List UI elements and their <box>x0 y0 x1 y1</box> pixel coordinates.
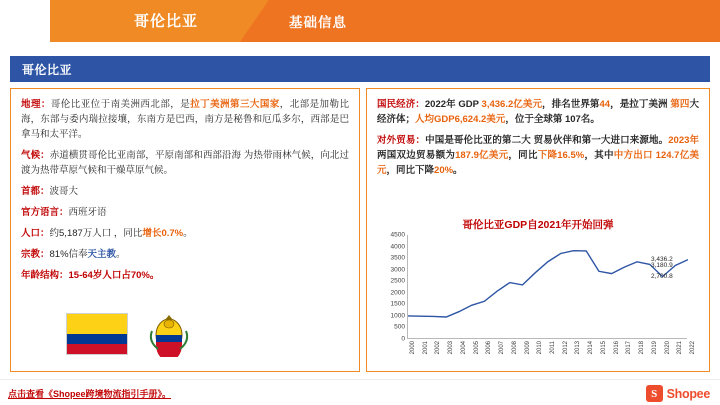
capital-value: 波哥大 <box>49 186 79 197</box>
geography-text-1: 哥伦比亚位于南美洲西北部，是 <box>50 99 191 110</box>
population-value-1: 约5,187万人口 ，同比 <box>49 228 143 239</box>
right-info-panel <box>366 88 710 372</box>
chart-x-tick: 2021 <box>677 341 684 355</box>
religion-value-1: 81%信奉 <box>49 249 88 260</box>
economy-gdp: 3,436.2亿美元 <box>481 99 543 110</box>
chart-x-tick: 2003 <box>448 341 455 355</box>
shopee-bag-icon: S <box>646 385 663 402</box>
chart-x-tick: 2018 <box>639 341 646 355</box>
capital-label: 首都： <box>21 186 50 197</box>
chart-y-tick: 1500 <box>390 300 405 308</box>
religion-paragraph <box>21 247 349 262</box>
colombia-flag <box>66 313 128 355</box>
age-paragraph <box>21 268 349 283</box>
chart-y-tick: 2000 <box>390 289 405 297</box>
chart-title: 哥伦比亚GDP自2021年开始回弹 <box>462 219 614 231</box>
religion-label: 宗教： <box>21 249 50 260</box>
chart-x-tick: 2013 <box>575 341 582 355</box>
trade-text-3: ，同比 <box>508 150 538 161</box>
population-paragraph <box>21 226 349 241</box>
chart-y-tick: 4500 <box>390 231 405 239</box>
population-highlight: 增长0.7% <box>142 228 184 239</box>
chart-x-tick: 2016 <box>613 341 620 355</box>
chart-x-tick: 2014 <box>588 341 595 355</box>
left-info-panel <box>10 88 360 372</box>
page-header <box>0 0 720 42</box>
chart-x-tick: 2009 <box>524 341 531 355</box>
economy-gdp-per-capita: 人均GDP6,624.2美元 <box>415 114 506 125</box>
language-label: 官方语言： <box>21 207 69 218</box>
economy-paragraph <box>377 97 699 127</box>
language-paragraph <box>21 205 349 220</box>
trade-text-5: ，同比下降 <box>386 165 435 176</box>
religion-value-2: 。 <box>116 249 126 260</box>
chart-x-tick: 2020 <box>664 341 671 355</box>
chart-x-tick: 2015 <box>600 341 607 355</box>
header-title: 哥伦比亚 <box>133 13 198 30</box>
chart-x-tick: 2012 <box>562 341 569 355</box>
geography-highlight: 拉丁美洲第三大国家 <box>190 99 280 110</box>
chart-x-tick: 2017 <box>626 341 633 355</box>
language-value: 西班牙语 <box>68 207 107 218</box>
economy-text-5: ，位于全球第 <box>505 114 565 125</box>
footer-bar <box>0 379 720 405</box>
colombia-coat-of-arms <box>146 311 192 357</box>
economy-rank-global: 107名 <box>564 114 591 125</box>
chart-y-tick: 2500 <box>390 277 405 285</box>
chart-y-tick: 3500 <box>390 254 405 262</box>
chart-y-tick: 4000 <box>390 243 405 251</box>
trade-text-6: 。 <box>453 165 463 176</box>
trade-export: 中方出口 124.7亿美元 <box>377 150 699 176</box>
chart-x-tick: 2000 <box>410 341 416 355</box>
chart-x-tick: 2001 <box>422 341 429 355</box>
chart-line <box>408 235 688 339</box>
capital-paragraph <box>21 184 349 199</box>
chart-x-tick: 2010 <box>537 341 544 355</box>
trade-amount: 187.9亿美元 <box>455 150 509 161</box>
chart-x-tick: 2011 <box>550 341 556 354</box>
trade-label: 对外贸易： <box>377 135 426 146</box>
chart-x-tick: 2022 <box>690 341 696 355</box>
logistics-handbook-link[interactable]: 点击查看《Shopee跨境物流指引手册》。 <box>8 389 172 399</box>
climate-paragraph <box>21 148 349 178</box>
trade-text-2: 两国双边贸易额为 <box>377 150 456 161</box>
trade-text-1: 中国是哥伦比亚的第二大 贸易伙伴和第一大进口来源地。 <box>425 135 669 146</box>
age-label: 年龄结构： <box>21 270 69 281</box>
economy-rank: 44 <box>599 99 611 110</box>
chart-point-label: 3,436.2 <box>651 255 673 263</box>
section-title-label: 哥伦比亚 <box>22 62 73 77</box>
economy-text-2: ，排名世界第 <box>542 99 600 110</box>
trade-decline: 下降16.5% <box>537 150 585 161</box>
economy-label: 国民经济： <box>377 99 425 110</box>
chart-x-tick: 2004 <box>460 341 467 355</box>
population-label: 人口： <box>21 228 50 239</box>
chart-plot-area <box>407 235 687 339</box>
chart-point-labels <box>651 235 693 339</box>
chart-x-tick: 2006 <box>486 341 493 355</box>
trade-text-4: ，其中 <box>584 150 614 161</box>
chart-point-label: 3,180.9 <box>651 261 673 269</box>
chart-y-tick: 1000 <box>390 312 405 320</box>
trade-paragraph <box>377 133 699 178</box>
chart-x-tick: 2002 <box>435 341 442 355</box>
economy-rank-latam: 第四 <box>670 99 690 110</box>
economy-text-1: 2022年 GDP <box>424 99 482 110</box>
geography-paragraph <box>21 97 349 142</box>
chart-y-axis <box>373 231 407 343</box>
shopee-wordmark: Shopee <box>666 386 710 401</box>
trade-year: 2023年 <box>668 135 699 146</box>
climate-text: 赤道横贯哥伦比亚南部，平原南部和西部沿海 为热带雨林气候，向北过渡为热带草原气候和干燥草原气候。 <box>21 150 349 176</box>
gdp-line-chart <box>373 231 696 363</box>
geography-label: 地理： <box>21 99 51 110</box>
flag-group <box>66 313 246 365</box>
chart-y-tick: 3000 <box>390 266 405 274</box>
shopee-logo <box>646 385 710 402</box>
economy-text-6: 。 <box>590 114 600 125</box>
climate-label: 气候： <box>21 150 50 161</box>
religion-highlight: 天主教 <box>87 249 117 260</box>
geography-text-2: ，北部是加勒比海，东部与委内瑞拉接壤，东南方是巴西，南方是秘鲁和厄瓜多尔，西部是巴拿马和太平洋。 <box>21 99 349 140</box>
section-title-bar <box>10 56 710 82</box>
age-value: 15-64岁人口占70%。 <box>68 270 160 281</box>
economy-text-4: 大经济体； <box>377 99 699 125</box>
chart-y-tick: 0 <box>401 335 405 343</box>
chart-x-tick: 2005 <box>473 341 480 355</box>
chart-y-tick: 500 <box>394 323 405 331</box>
header-subtitle: 基础信息 <box>289 15 347 30</box>
chart-x-tick: 2008 <box>511 341 518 355</box>
population-value-2: 。 <box>183 228 193 239</box>
economy-text-3: ，是拉丁美洲 <box>610 99 671 110</box>
chart-point-label: 2,700.8 <box>651 272 673 280</box>
chart-x-tick: 2007 <box>499 341 506 355</box>
chart-x-tick: 2019 <box>651 341 658 355</box>
chart-x-axis <box>407 339 696 363</box>
trade-decline-2: 20% <box>434 165 454 176</box>
